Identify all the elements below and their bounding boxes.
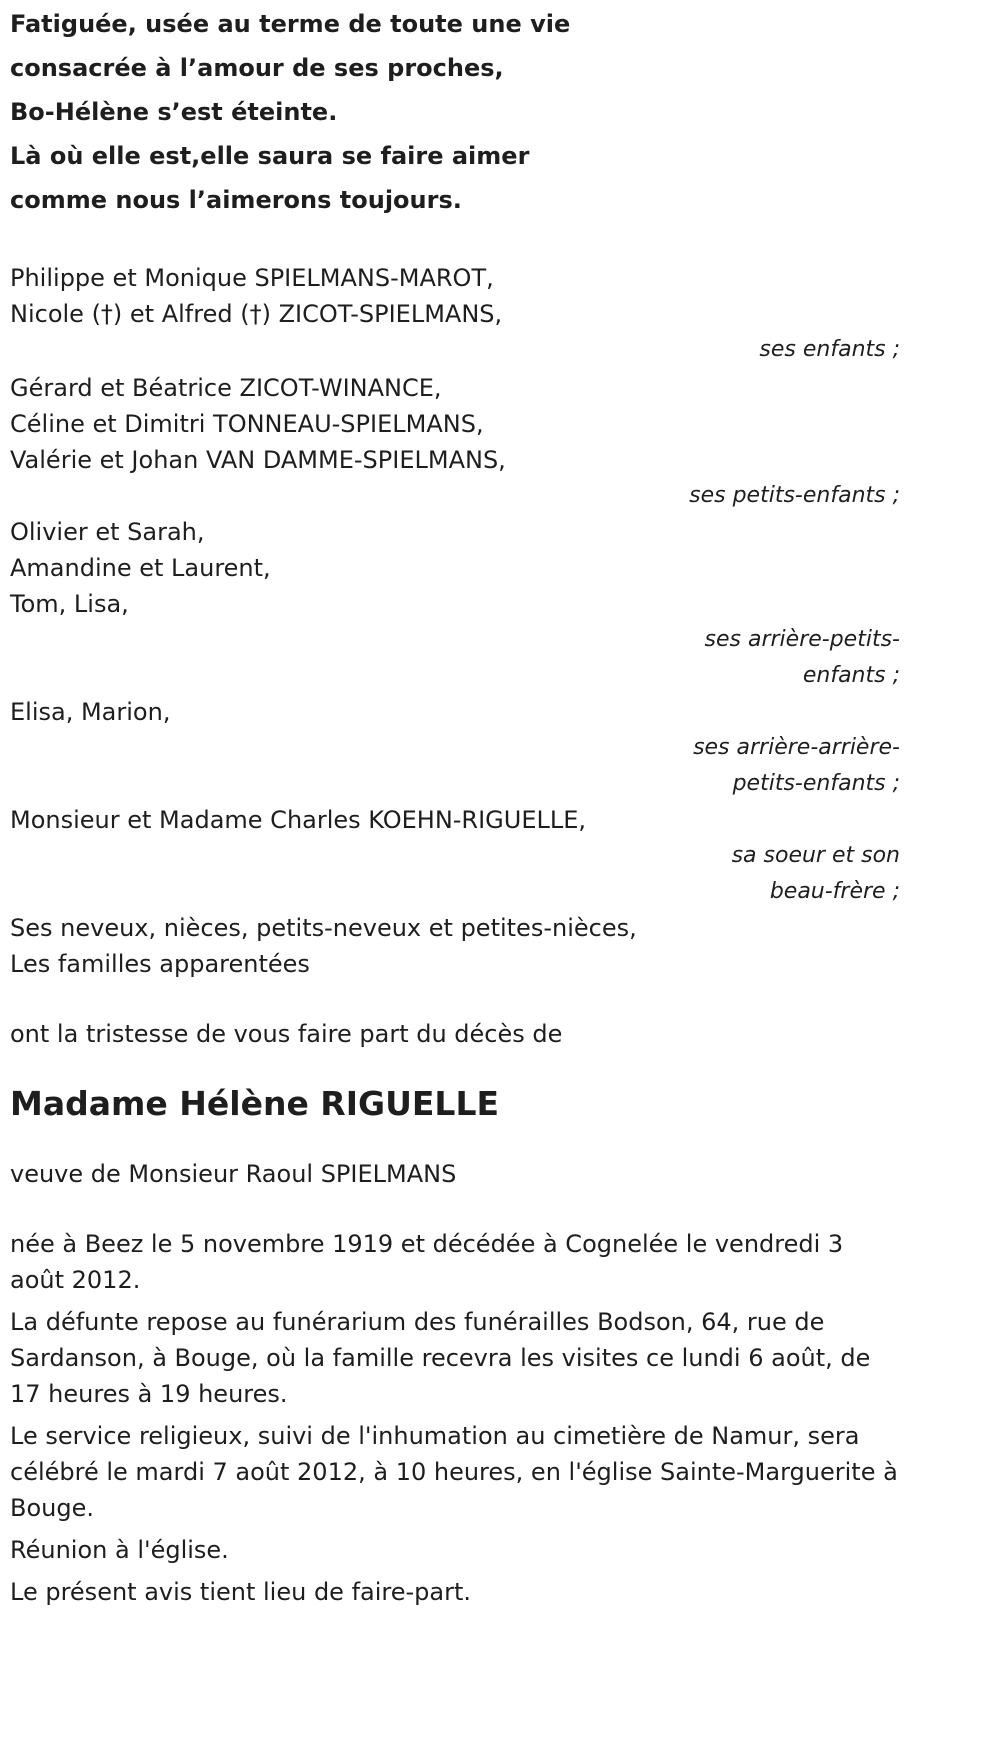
family-names-line: Gérard et Béatrice ZICOT-WINANCE, bbox=[10, 374, 442, 402]
family-group-extended bbox=[10, 910, 900, 982]
family-names-line: Nicole (†) et Alfred (†) ZICOT-SPIELMANS, bbox=[10, 300, 503, 328]
poem-line: Là où elle est,elle saura se faire aimer bbox=[10, 142, 530, 170]
family-role: ses petits-enfants ; bbox=[689, 483, 900, 508]
family-names-line: Ses neveux, nièces, petits-neveux et petites-nièces, bbox=[10, 914, 637, 942]
family-names-line: Amandine et Laurent, bbox=[10, 554, 271, 582]
family-names-line: Tom, Lisa, bbox=[10, 590, 129, 618]
poem bbox=[10, 0, 1000, 222]
poem-line: Bo-Hélène s’est éteinte. bbox=[10, 98, 338, 126]
family-group-grandchildren bbox=[10, 370, 900, 514]
widow-of-text: veuve de Monsieur Raoul SPIELMANS bbox=[10, 1160, 457, 1188]
deceased-name: Madame Hélène RIGUELLE bbox=[10, 1084, 500, 1123]
family-group-great-great-grandchildren bbox=[10, 694, 900, 802]
family-role: petits-enfants ; bbox=[732, 771, 900, 796]
paragraph-notice: Le présent avis tient lieu de faire-part. bbox=[10, 1578, 472, 1606]
family-group-sister bbox=[10, 802, 900, 910]
family-names-line: Les familles apparentées bbox=[10, 950, 310, 978]
family-role: enfants ; bbox=[802, 663, 900, 688]
paragraph-birth-death: née à Beez le 5 novembre 1919 et décédée à Cognelée le vendredi 3 août 2012. bbox=[10, 1230, 844, 1294]
poem-line: comme nous l’aimerons toujours. bbox=[10, 186, 462, 214]
poem-line: consacrée à l’amour de ses proches, bbox=[10, 54, 504, 82]
family-names-line: Olivier et Sarah, bbox=[10, 518, 205, 546]
family-names-line: Céline et Dimitri TONNEAU-SPIELMANS, bbox=[10, 410, 484, 438]
paragraph-visitation: La défunte repose au funérarium des funérailles Bodson, 64, rue de Sardanson, à Bouge, où la famille recevra les visites ce lundi 6 août, de 17 heures à 19 heures. bbox=[10, 1308, 871, 1408]
paragraph-service: Le service religieux, suivi de l'inhumation au cimetière de Namur, sera célébré le mardi 7 août 2012, à 10 heures, en l'église Sainte-Marguerite à Bouge. bbox=[10, 1422, 898, 1522]
family-names-line: Elisa, Marion, bbox=[10, 698, 171, 726]
announcement-text: ont la tristesse de vous faire part du décès de bbox=[10, 1020, 563, 1048]
paragraph-reunion: Réunion à l'église. bbox=[10, 1536, 229, 1564]
family-names-line: Monsieur et Madame Charles KOEHN-RIGUELLE, bbox=[10, 806, 587, 834]
family-role: sa soeur et son bbox=[731, 843, 900, 868]
family-group-children bbox=[10, 260, 900, 368]
family-role: ses arrière-arrière- bbox=[693, 735, 900, 760]
family-group-great-grandchildren bbox=[10, 514, 900, 694]
family-role: ses arrière-petits- bbox=[704, 627, 900, 652]
family-names-line: Philippe et Monique SPIELMANS-MAROT, bbox=[10, 264, 494, 292]
family-names-line: Valérie et Johan VAN DAMME-SPIELMANS, bbox=[10, 446, 506, 474]
family-role: ses enfants ; bbox=[759, 337, 900, 362]
poem-line: Fatiguée, usée au terme de toute une vie bbox=[10, 10, 571, 38]
family-role: beau-frère ; bbox=[769, 879, 900, 904]
